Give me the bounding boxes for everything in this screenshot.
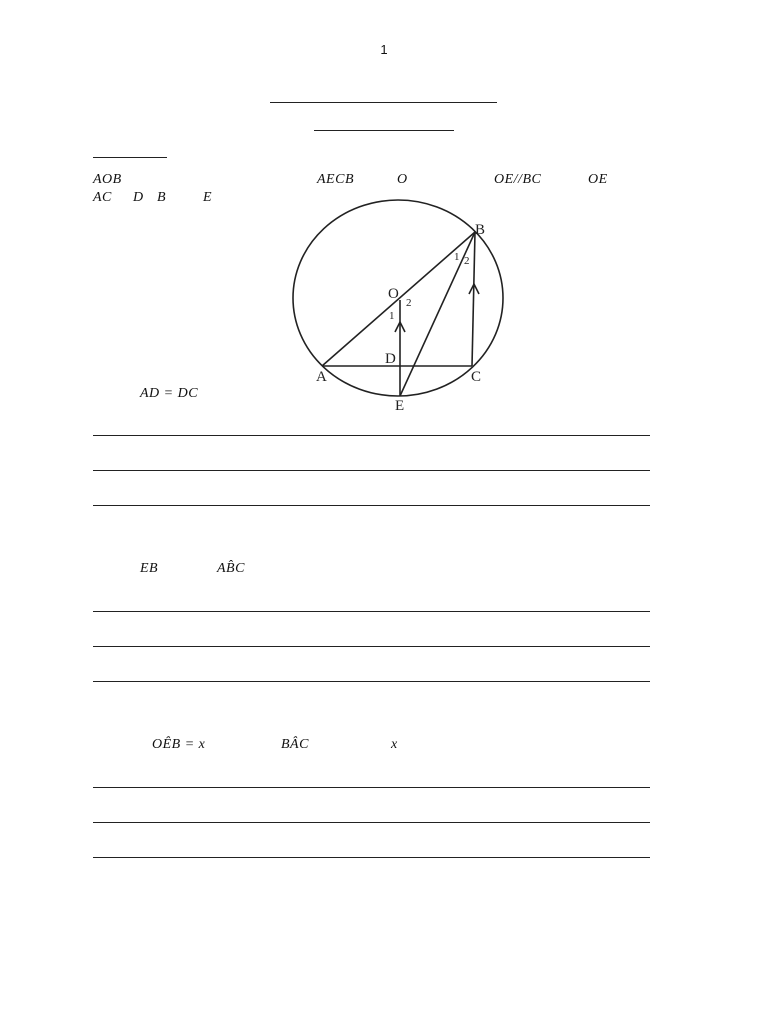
answer-line	[93, 822, 650, 823]
angle-label-b2: 2	[464, 255, 470, 267]
intro-term-b: B	[157, 190, 167, 205]
circle-geometry-figure	[280, 195, 520, 420]
part3-expression-oeb: OÊB = x	[152, 737, 206, 752]
answer-line	[93, 505, 650, 506]
chord-bc	[472, 232, 475, 366]
part3-expression-x: x	[391, 737, 398, 752]
intro-term-oe: OE	[588, 172, 608, 187]
angle-label-b1: 1	[454, 251, 460, 263]
intro-term-e: E	[203, 190, 213, 205]
subtitle-underline	[314, 130, 454, 131]
answer-line	[93, 681, 650, 682]
answer-line	[93, 857, 650, 858]
answer-line	[93, 470, 650, 471]
part2-expression-eb: EB	[140, 561, 159, 576]
label-a: A	[316, 369, 327, 385]
label-o: O	[388, 286, 399, 302]
intro-term-aob: AOB	[93, 172, 122, 187]
label-e: E	[395, 398, 405, 414]
question-label-underline	[93, 157, 167, 158]
part3-expression-bac: BÂC	[281, 737, 309, 752]
part2-expression-abc: AB̂C	[217, 561, 245, 576]
angle-label-o1: 1	[389, 310, 395, 322]
answer-line	[93, 611, 650, 612]
answer-line	[93, 787, 650, 788]
page-number: 1	[380, 42, 388, 57]
angle-label-o2: 2	[406, 297, 412, 309]
label-c: C	[471, 369, 482, 385]
part1-expression: AD = DC	[140, 386, 199, 401]
intro-term-ac: AC	[93, 190, 112, 205]
answer-line	[93, 646, 650, 647]
title-underline	[270, 102, 497, 103]
label-d: D	[385, 351, 396, 367]
label-b: B	[475, 222, 486, 238]
intro-term-oe-parallel-bc: OE//BC	[494, 172, 542, 187]
intro-term-aecb: AECB	[317, 172, 354, 187]
intro-term-d: D	[133, 190, 144, 205]
answer-line	[93, 435, 650, 436]
intro-term-o: O	[397, 172, 408, 187]
